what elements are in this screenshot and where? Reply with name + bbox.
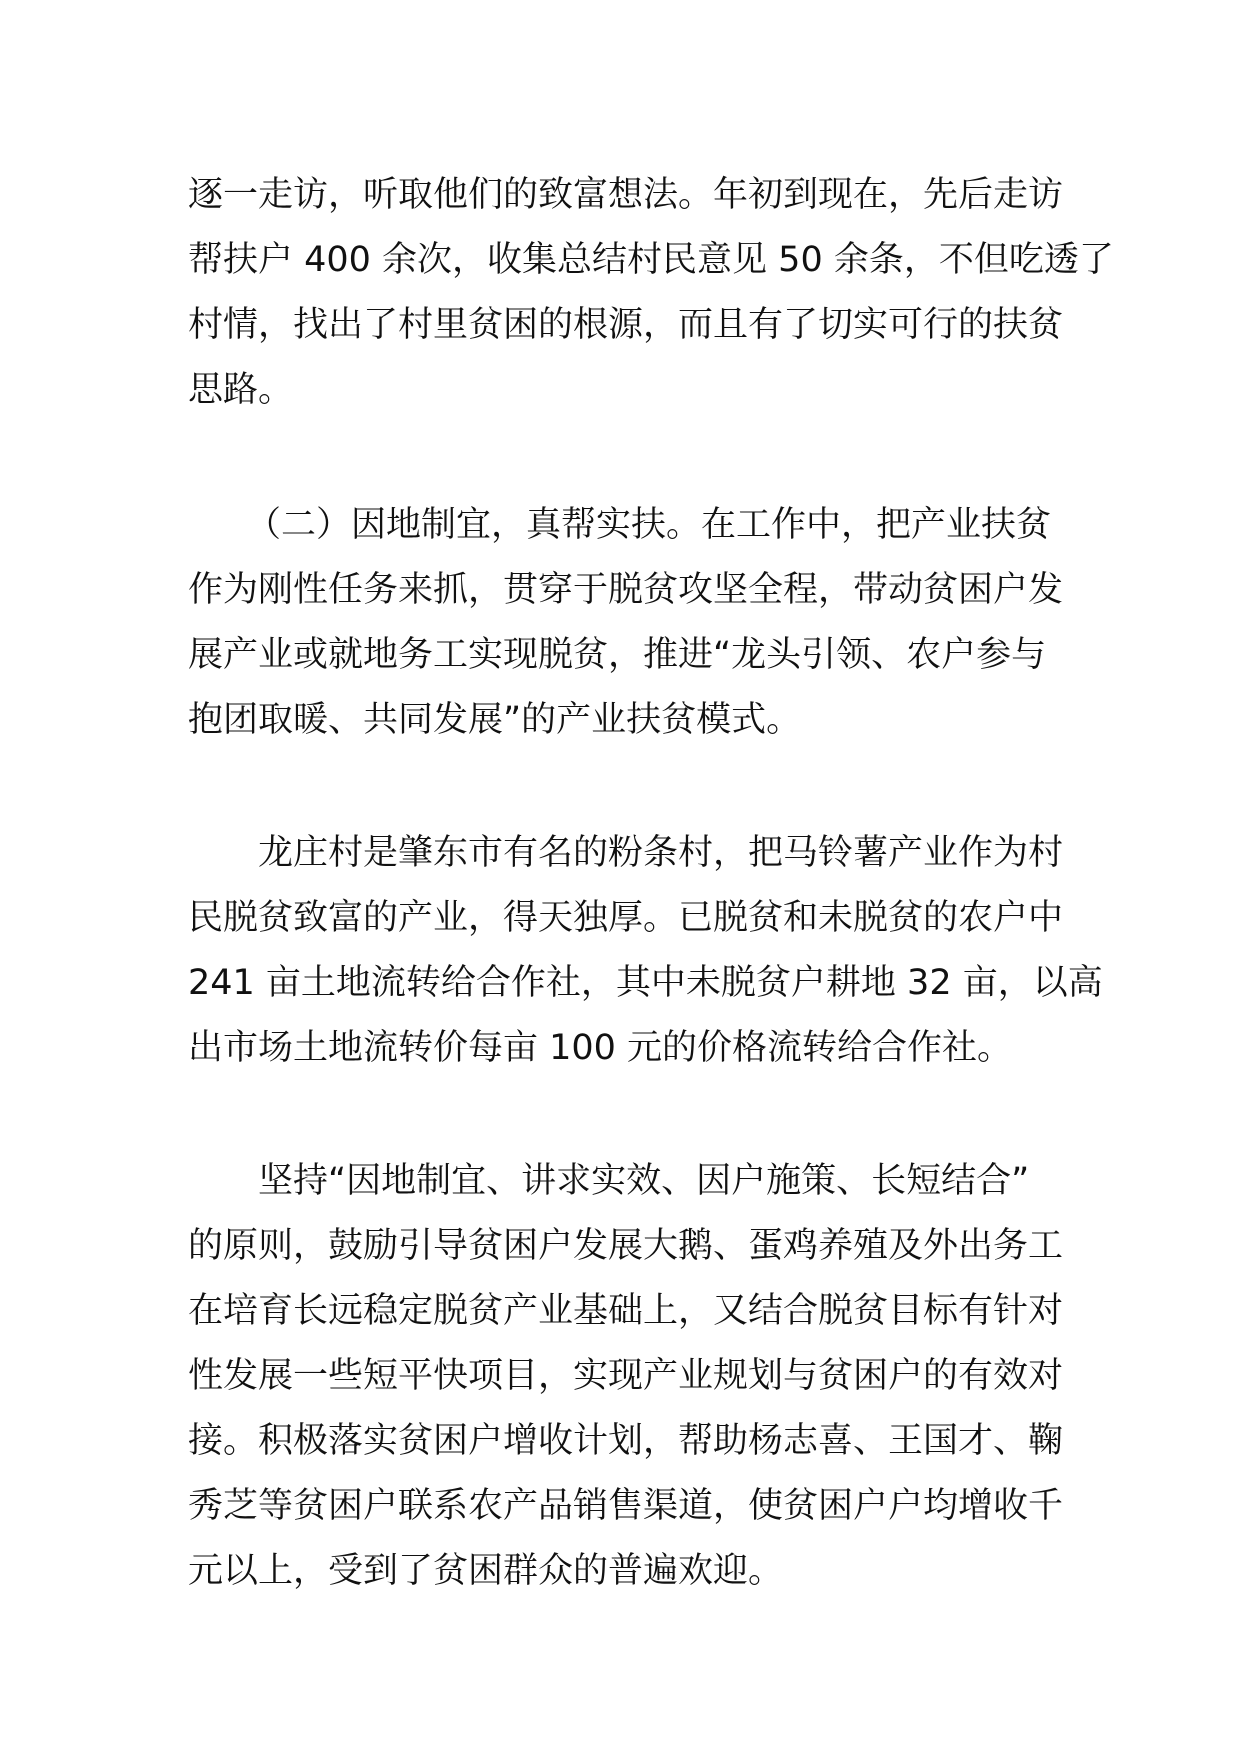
paragraph-line: 村情，找出了村里贫困的根源，而且有了切实可行的扶贫 <box>188 305 1064 345</box>
paragraph-line: 逐一走访，听取他们的致富想法。年初到现在，先后走访 <box>188 175 1064 215</box>
paragraph-line: 思路。 <box>188 370 294 410</box>
paragraph-line: 抱团取暖、共同发展”的产业扶贫模式。 <box>188 700 802 740</box>
paragraph-4 <box>188 1149 1064 1604</box>
paragraph-line: 作为刚性任务来抓，贯穿于脱贫攻坚全程，带动贫困户发 <box>188 570 1064 610</box>
paragraph-line: 出市场土地流转价每亩 100 元的价格流转给合作社。 <box>188 1028 1013 1068</box>
paragraph-line: 民脱贫致富的产业，得天独厚。已脱贫和未脱贫的农户中 <box>188 898 1064 938</box>
paragraph-line: 241 亩土地流转给合作社，其中未脱贫户耕地 32 亩，以高 <box>188 963 1103 1003</box>
paragraph-line: 帮扶户 400 余次，收集总结村民意见 50 余条，不但吃透了 <box>188 240 1114 280</box>
paragraph-line: 性发展一些短平快项目，实现产业规划与贫困户的有效对 <box>188 1356 1064 1396</box>
paragraph-line: 展产业或就地务工实现脱贫，推进“龙头引领、农户参与 <box>188 635 1047 675</box>
paragraph-line: 的原则，鼓励引导贫困户发展大鹅、蛋鸡养殖及外出务工 <box>188 1226 1064 1266</box>
paragraph-line: （二）因地制宜，真帮实扶。在工作中，把产业扶贫 <box>246 505 1052 545</box>
paragraph-2 <box>188 493 1064 753</box>
paragraph-line: 秀芝等贫困户联系农产品销售渠道，使贫困户户均增收千 <box>188 1486 1064 1526</box>
paragraph-line: 龙庄村是肇东市有名的粉条村，把马铃薯产业作为村 <box>258 833 1064 873</box>
paragraph-line: 接。积极落实贫困户增收计划，帮助杨志喜、王国才、鞠 <box>188 1421 1064 1461</box>
paragraph-line: 坚持“因地制宜、讲求实效、因户施策、长短结合” <box>258 1161 1030 1201</box>
paragraph-3 <box>188 821 1103 1081</box>
paragraph-line: 元以上，受到了贫困群众的普遍欢迎。 <box>188 1551 784 1591</box>
paragraph-1 <box>188 163 1114 423</box>
paragraph-line: 在培育长远稳定脱贫产业基础上，又结合脱贫目标有针对 <box>188 1291 1064 1331</box>
